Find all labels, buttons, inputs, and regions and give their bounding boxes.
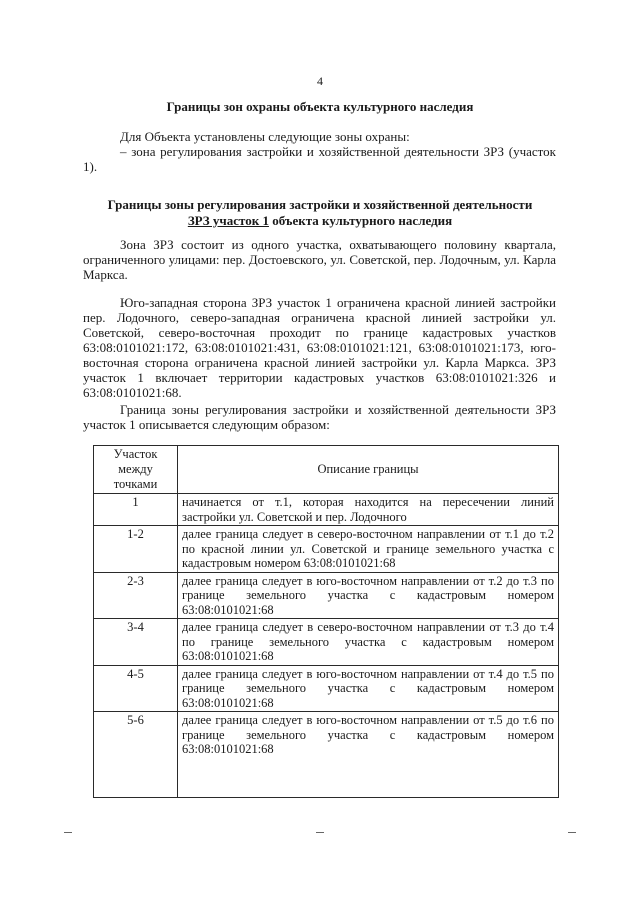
zones-intro: Для Объекта установлены следующие зоны охраны: (120, 129, 410, 144)
table-cell-points: 5-6 (94, 712, 178, 798)
table-row (94, 572, 559, 619)
table-row (94, 665, 559, 712)
table-row (94, 619, 559, 666)
table-cell-description: далее граница следует в северо-восточном направлении от т.3 до т.4 по границе земельного участка с кадастровым номером 63:08:0101021:68 (178, 619, 559, 666)
table-cell-points: 3-4 (94, 619, 178, 666)
table-header-points: Участок между точками (94, 446, 178, 494)
paragraph-boundaries (83, 295, 556, 400)
heading-zrz-part1: Границы зоны регулирования застройки и хозяйственной деятельности (107, 197, 533, 212)
zones-list-item: – зона регулирования застройки и хозяйственной деятельности ЗРЗ (участок 1). (83, 144, 556, 174)
section-heading-zones: Границы зон охраны объекта культурного наследия (166, 99, 474, 114)
table-row (94, 494, 559, 526)
table-row (94, 526, 559, 573)
table-row (94, 712, 559, 798)
table-cell-points: 4-5 (94, 665, 178, 712)
table-cell-description: далее граница следует в юго-восточном направлении от т.5 до т.6 по границе земельного участка с кадастровым номером 63:08:0101021:68 (178, 712, 559, 798)
zones-list (83, 129, 556, 174)
paragraph-1: Зона ЗРЗ состоит из одного участка, охватывающего половину квартала, ограниченного улицами: пер. Достоевского, ул. Советской, пер. Лодочным, ул. Карла Маркса. (83, 237, 556, 282)
scan-mark-right (568, 832, 576, 837)
scan-mark-center (316, 832, 324, 837)
table-header-row (94, 446, 559, 494)
boundary-table (93, 445, 559, 798)
table-cell-description: далее граница следует в юго-восточном направлении от т.4 до т.5 по границе земельного участка с кадастровым номером 63:08:0101021:68 (178, 665, 559, 712)
paragraph-table-intro (83, 402, 556, 432)
page-number: 4 (317, 74, 323, 88)
table-cell-description: далее граница следует в северо-восточном направлении от т.1 до т.2 по красной линии ул. Советской и границе земельного участка с кадастровым номером 63:08:0101021:68 (178, 526, 559, 573)
table-cell-description: начинается от т.1, которая находится на пересечении линий застройки ул. Советской и пер. Лодочного (178, 494, 559, 526)
table-header-description: Описание границы (178, 446, 559, 494)
table-cell-description: далее граница следует в юго-восточном направлении от т.2 до т.3 по границе земельного участка с кадастровым номером 63:08:0101021:68 (178, 572, 559, 619)
heading-zrz-part2: объекта культурного наследия (268, 213, 453, 228)
table-cell-points: 1-2 (94, 526, 178, 573)
scan-mark-left (64, 832, 72, 837)
table-cell-points: 1 (94, 494, 178, 526)
paragraph-2: Юго-западная сторона ЗРЗ участок 1 ограничена красной линией застройки пер. Лодочного, северо-западная ограничена красной линией застройки ул. Советской, северо-восточная проходит по границе кадастровых участков 63:08:0101021:172, 63:08:0101021:431, 63:08:0101021:121, 63:08:0101021:173, юго-восточная сторона ограничена красной линией застройки ул. Карла Маркса. ЗРЗ участок 1 включает территории кадастровых участков 63:08:0101021:326 и 63:08:0101021:68. (83, 295, 556, 400)
paragraph-zone-composition (83, 237, 556, 282)
section-heading-zrz (0, 197, 640, 229)
paragraph-3: Граница зоны регулирования застройки и хозяйственной деятельности ЗРЗ участок 1 описывается следующим образом: (83, 402, 556, 432)
heading-zrz-underlined: ЗРЗ участок 1 (187, 213, 269, 228)
table-cell-points: 2-3 (94, 572, 178, 619)
